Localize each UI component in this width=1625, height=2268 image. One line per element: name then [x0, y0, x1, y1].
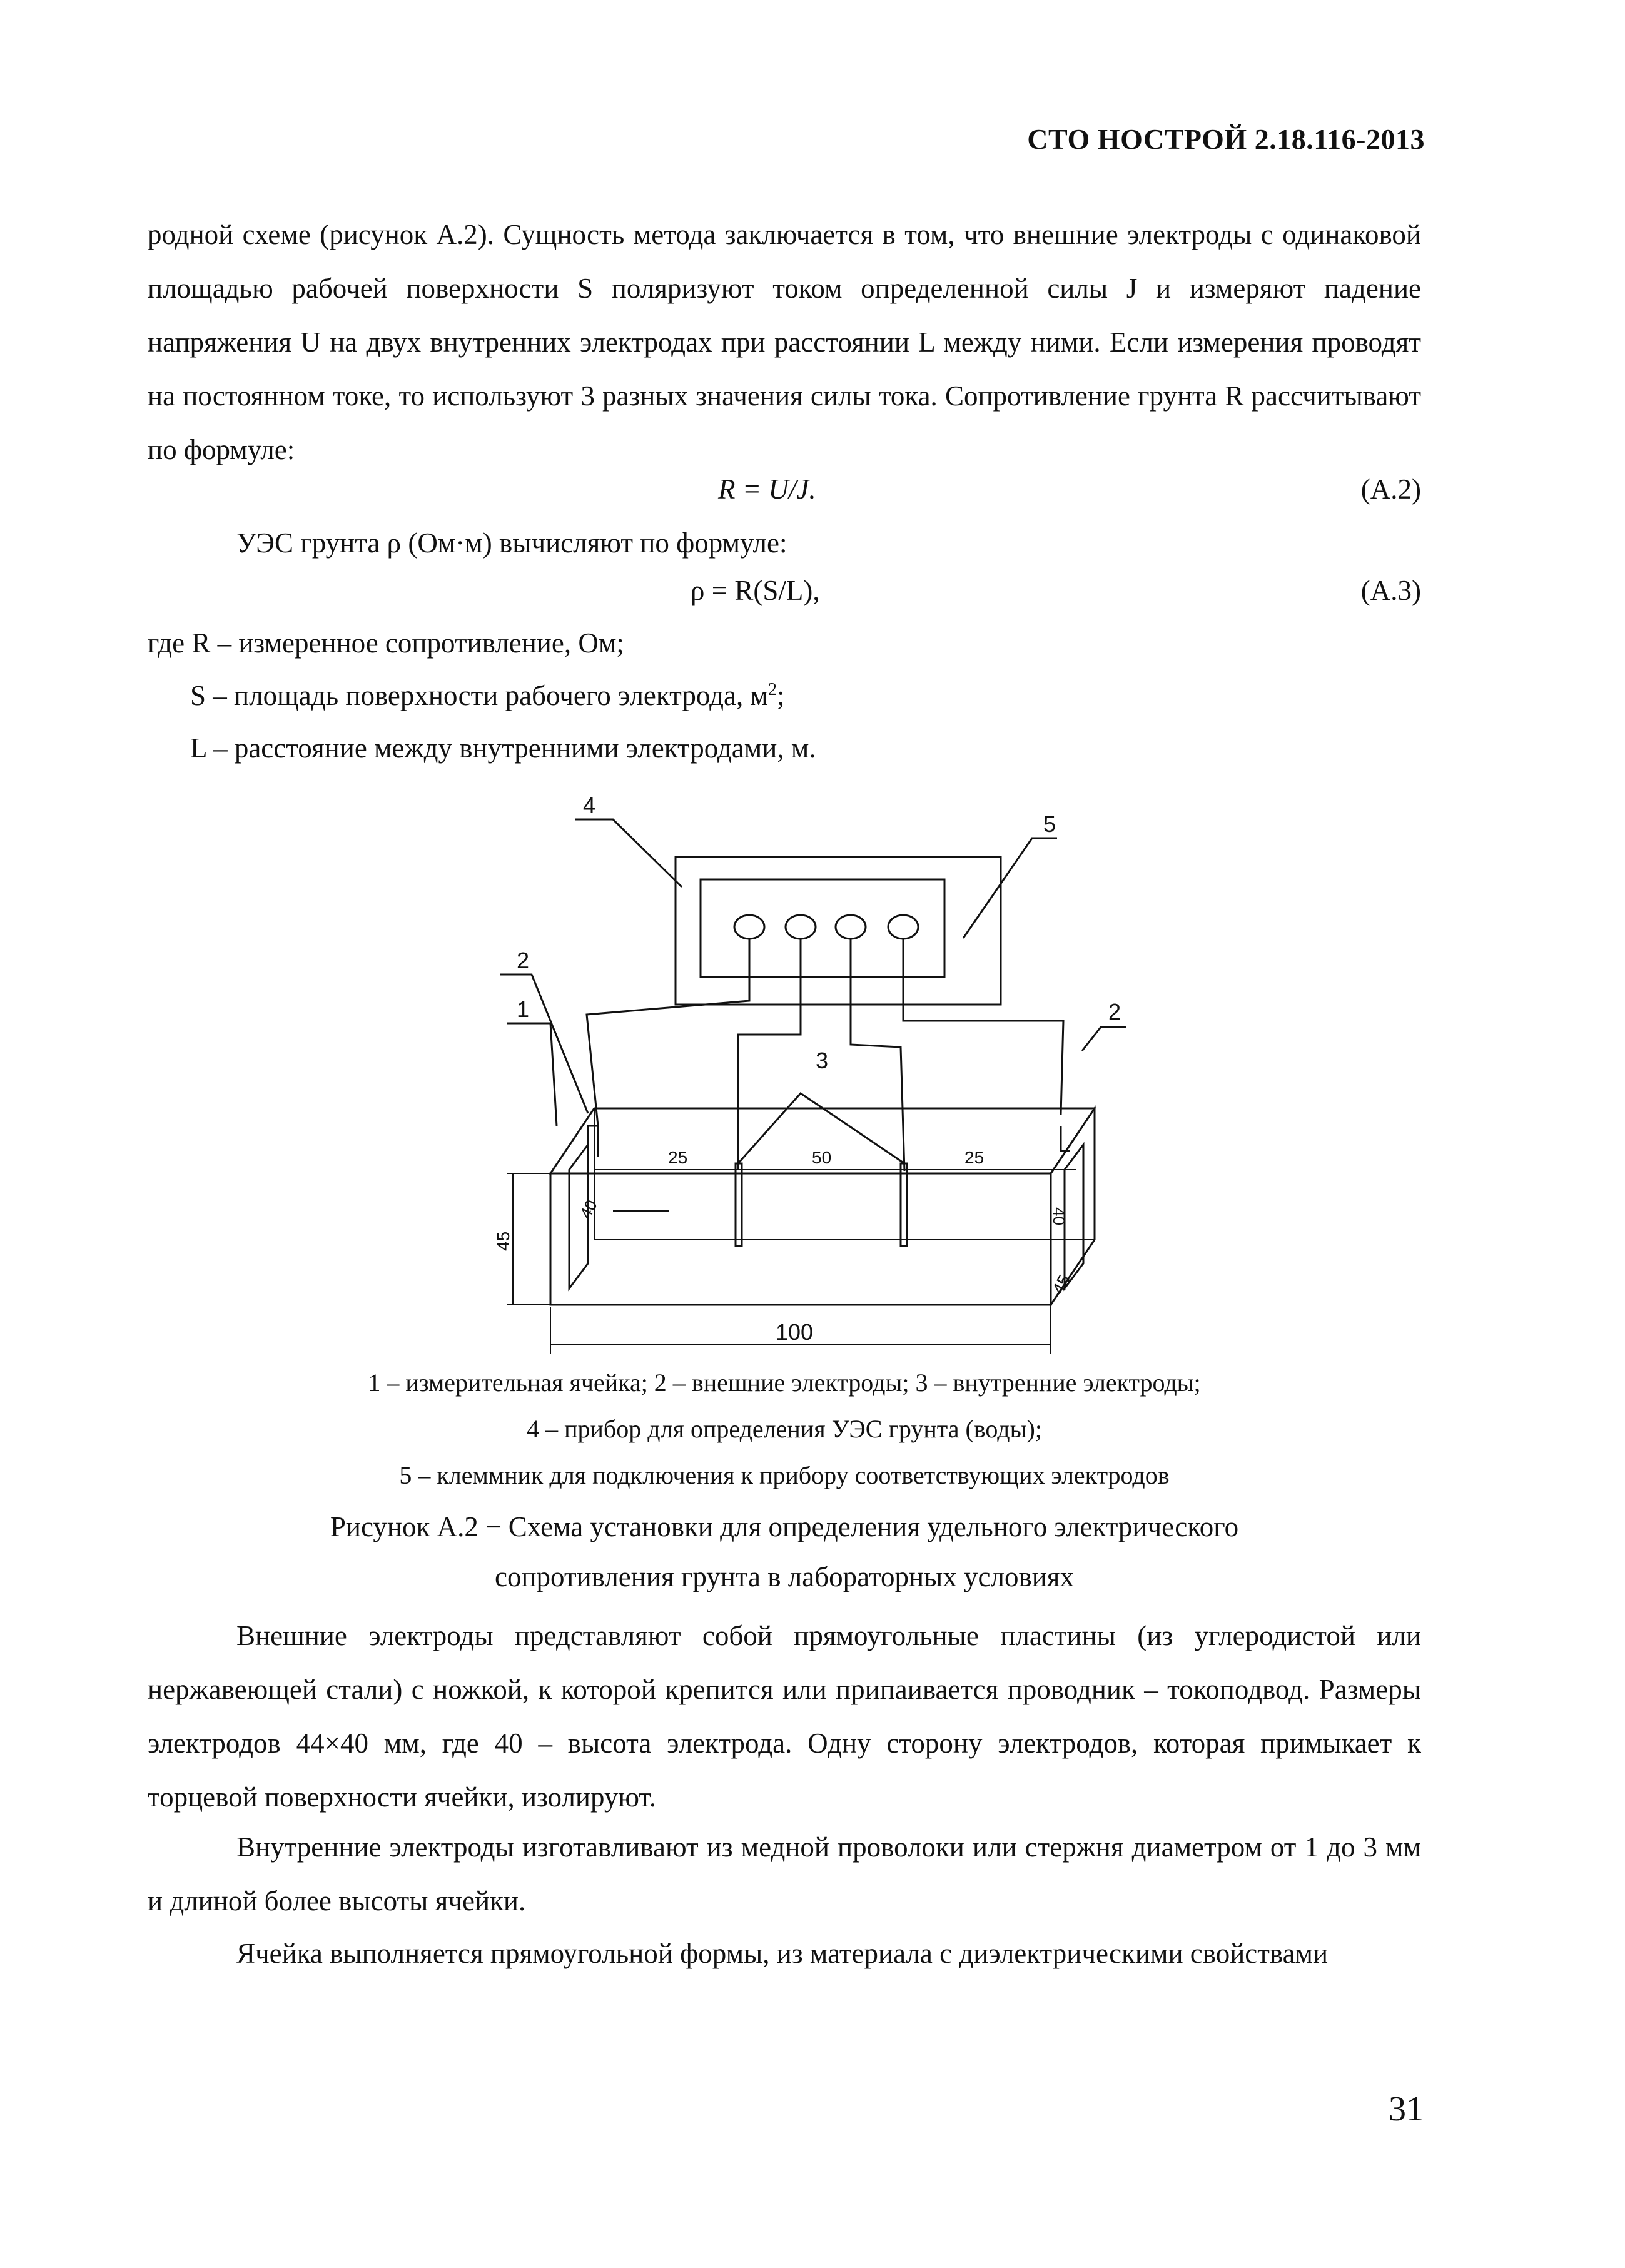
inner-electrode-left — [736, 1163, 742, 1246]
terminal-2 — [786, 915, 816, 939]
legend-line-1: 1 – измерительная ячейка; 2 – внешние электроды; 3 – внутренние электроды; — [368, 1369, 1201, 1397]
leader-4 — [575, 819, 682, 887]
where-s-text: S – площадь поверхности рабочего электрода, м — [190, 680, 768, 711]
dim-label-40-left: 40 — [575, 1197, 601, 1222]
document-header: СТО НОСТРОЙ 2.18.116-2013 — [1027, 123, 1425, 155]
formula-a2-number: (А.2) — [1360, 473, 1421, 505]
leader-2-left — [500, 975, 588, 1113]
where-s-end: ; — [776, 680, 785, 711]
dim-label-40-right: 40 — [1050, 1207, 1068, 1225]
wire-right-outer — [903, 939, 1063, 1115]
paragraph-cell: Ячейка выполняется прямоугольной формы, из материала с диэлектрическими свойствами — [236, 1938, 1329, 1969]
legend-line-3: 5 – клеммник для подключения к прибору соответствующих электродов — [399, 1461, 1170, 1489]
terminal-4 — [888, 915, 918, 939]
paragraph-uec: УЭС грунта ρ (Ом·м) вычисляют по формуле: — [236, 527, 787, 559]
label-5: 5 — [1043, 811, 1056, 837]
leader-2-right — [1082, 1027, 1126, 1051]
outer-electrode-left-leg — [588, 1126, 598, 1157]
where-s — [190, 677, 784, 714]
formula-a2: R = U/J. — [718, 473, 816, 505]
where-s-sup: 2 — [767, 680, 777, 699]
wire-inner-left — [738, 939, 801, 1170]
dim-label-25-right: 25 — [964, 1148, 985, 1167]
dim-label-100: 100 — [776, 1319, 814, 1345]
wire-left-outer — [587, 939, 749, 1126]
label-2-right: 2 — [1108, 999, 1121, 1025]
paragraph-method: родной схеме (рисунок А.2). Сущность метода заключается в том, что внешние электроды с одинаковой площадью рабочей поверхности S поляризуют током определенной силы J и измеряют падение напряжения U на двух внутренних электродах при расстоянии L между ними. Если измерения проводят на постоянном токе, то используют 3 разных значения силы тока. Сопротивление грунта R рассчитывают по формуле: — [148, 219, 1421, 465]
where-r: где R – измеренное сопротивление, Ом; — [148, 627, 624, 659]
formula-a3-number: (А.3) — [1360, 575, 1421, 606]
dim-label-25-left: 25 — [668, 1148, 688, 1167]
paragraph-outer-electrodes: Внешние электроды представляют собой прямоугольные пластины (из углеродистой или нержавеющей стали) с ножкой, к которой крепится или припаивается проводник – токоподвод. Размеры электродов 44×40 мм, где 40 – высота электрода. Одну сторону электродов, которая примыкает к торцевой поверхности ячейки, изолируют. — [148, 1620, 1421, 1813]
dim-label-50: 50 — [812, 1148, 832, 1167]
wire-inner-right — [851, 939, 904, 1171]
label-1: 1 — [517, 996, 530, 1022]
electrode-setup-diagram — [488, 788, 1163, 1376]
paragraph-inner-electrodes: Внутренние электроды изготавливают из медной проволоки или стержня диаметром от 1 до 3 мм и длиной более высоты ячейки. — [148, 1831, 1421, 1916]
formula-a3: ρ = R(S/L), — [691, 575, 820, 606]
terminal-1 — [734, 915, 764, 939]
figure-caption-line-1: Рисунок А.2 − Схема установки для определения удельного электрического — [330, 1511, 1239, 1542]
inner-electrode-right — [901, 1163, 907, 1246]
terminal-3 — [836, 915, 866, 939]
legend-line-2: 4 – прибор для определения УЭС грунта (воды); — [527, 1415, 1042, 1443]
label-3: 3 — [816, 1048, 829, 1073]
figure-caption-line-2: сопротивления грунта в лабораторных условиях — [494, 1561, 1074, 1592]
leader-5 — [963, 838, 1057, 938]
dim-label-45-right: 45 — [1048, 1271, 1075, 1298]
dim-label-45-left: 45 — [494, 1231, 513, 1251]
label-2-left: 2 — [517, 948, 530, 973]
where-l: L – расстояние между внутренними электродами, м. — [190, 732, 816, 764]
label-4: 4 — [583, 792, 596, 818]
terminal-block — [701, 879, 944, 977]
leader-1 — [507, 1023, 557, 1126]
page-number: 31 — [1389, 2090, 1424, 2129]
